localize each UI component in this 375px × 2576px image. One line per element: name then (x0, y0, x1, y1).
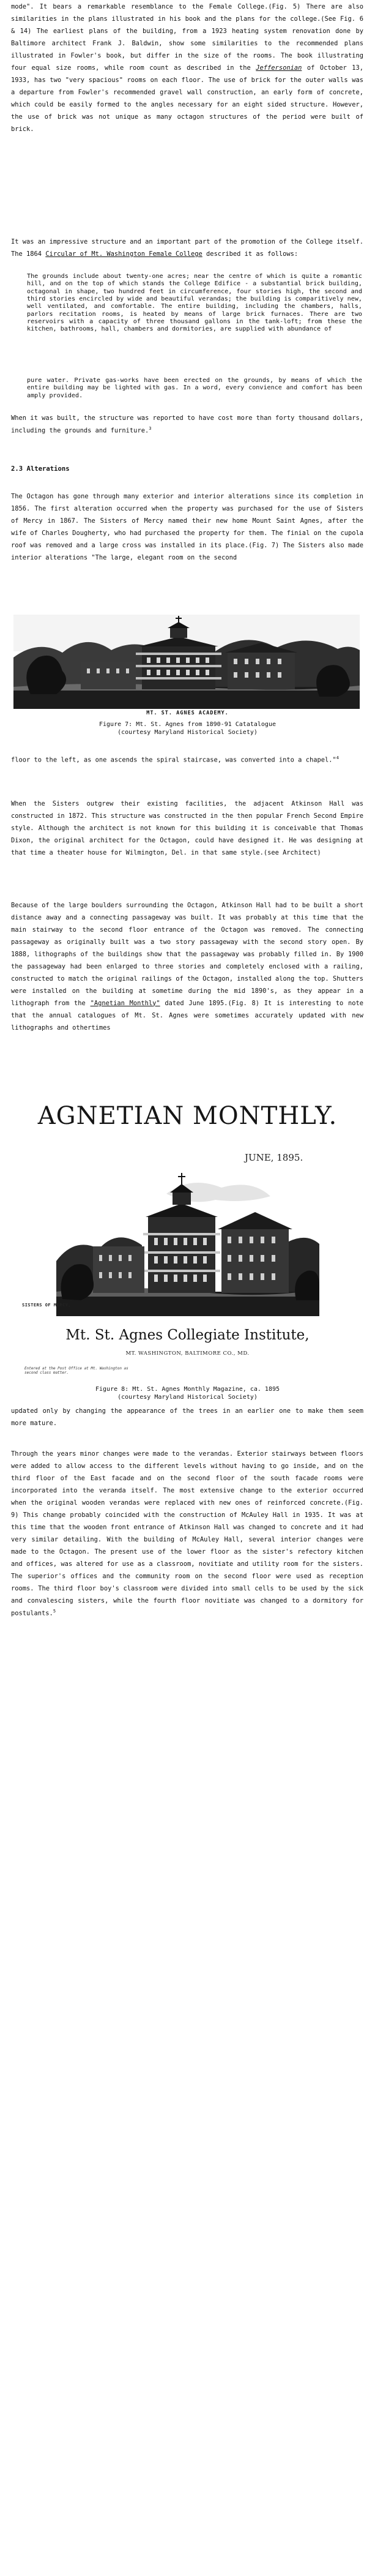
paragraph-chapel (11, 754, 363, 766)
figure-8-caption: Figure 8: Mt. St. Agnes Monthly Magazine, ca. 1895 (95, 1386, 280, 1393)
paragraph-promotion (11, 236, 363, 261)
text-run: mode". It bears a remarkable resemblance to the Female College.(Fig. 5) There are also similarities in the plans illustrated in his book and the plans for the college.(See Fig. 6 & 14) The earliest plans of the building, from a 1923 heating system renovation done by Baltimore architect Frank J. Baldwin, show some similarities to the recommended plans illustrated in Fowler's book, but differ in the size of the rooms. The book illustrating four equal size rooms, while room count as described in the (11, 3, 363, 72)
figure-8 (0, 1093, 375, 1414)
text-run: Because of the large boulders surrounding the Octagon, Atkinson Hall had to be built a short distance away and a connecting passageway was built. It was probably at this time that the main stairway to the second floor entrance of the Octagon was removed. The connecting passageway as originally built was a two story passageway with the second story open. By 1888, lithographs of the buildings show that the passageway was probably filled in. By 1900 the passageway had been enlarged to three stories and completely enclosed with a railing, constructed to match the original railings of the Octagon, installed along the top. Shutters were installed on the building at sometime during the mid 1890's, as they appear in a lithograph from the (11, 902, 363, 1007)
footnote-marker: 4 (336, 755, 339, 760)
source-title-agnetian: "Agnetian Monthly" (90, 999, 160, 1007)
text-run: floor to the left, as one ascends the spiral staircase, was converted into a chapel." (11, 756, 336, 764)
magazine-masthead: AGNETIAN MONTHLY. (37, 1102, 338, 1130)
source-title-jeffersonian: Jeffersonian (256, 64, 302, 72)
figure-7-credit: (courtesy Maryland Historical Society) (117, 729, 258, 736)
section-heading: 2.3 Alterations (11, 465, 70, 473)
block-quote-part-1: The grounds include about twenty-one acres; near the centre of which is quite a romantic hill, and on the top of which stands the College Edifice - a substantial brick building, octagonal in shape, two hundred feet in circumference, four stories high, the second and third stories encircled by wide and beautiful verandas; the building is comparitively new, well ventilated, and comfortable. The entire building, including the chambers, halls, parlors recitation rooms, is heated by means of large brick furnaces. There are two reservoirs with a capacity of three thousand gallons in the tank-loft; from these the kitchen, bathrooms, hall, chambers and dormitories, are supplied with abundance of (27, 273, 362, 333)
paragraph-verandas (11, 1448, 363, 1620)
text-run: dated June 1895.(Fig. 8) It is interesting to note that the annual catalogues of Mt. St. Agnes were sometimes accurately updated with new lithographs and othertimes (11, 999, 364, 1032)
institute-name: Mt. St. Agnes Collegiate Institute, (65, 1327, 310, 1343)
institute-address: MT. WASHINGTON, BALTIMORE CO., MD. (125, 1350, 250, 1357)
text-run: It was an impressive structure and an important part of the promotion of the College itself. The 1864 (11, 238, 363, 258)
paragraph-alterations: The Octagon has gone through many exterior and interior alterations since its completion in 1856. The first alteration occurred when the property was purchased for the use of Sisters of Mercy in 1867. The Sisters of Mercy named their new home Mount Saint Agnes, after the wife of Charles Dougherty, who had purchased the property for them. The finial on the cupola roof was removed and a large cross was installed in its place.(Fig. 7) The Sisters also made interior alterations "The large, elegant room on the second (11, 493, 363, 561)
paragraph-atkinson-hall: When the Sisters outgrew their existing facilities, the adjacent Atkinson Hall was constructed in 1872. This structure was constructed in the then popular French Second Empire style. Although the architect is not known for this building it is conceivable that Thomas Dixon, the original architect for the Octagon, could have designed it. He was designing at that time a theater house for Wilmington, Del. in that same style.(see Architect) (11, 800, 363, 856)
post-office-notice: Entered at the Post Office at Mt. Washington as second class matter. (24, 1366, 128, 1376)
figure-7 (0, 613, 375, 739)
text-run: of October 13, 1933, has two "very spacious" rooms on each floor. The use of brick for the outer walls was a departure from Fowler's recommended gravel wall construction, an early form of concrete, which could be easily formed to the angles necessary for an eight sided structure. However, the use of brick was not unique as many octagon structures of the period were built of brick. (11, 64, 363, 133)
text-run: Through the years minor changes were made to the verandas. Exterior stairways between floors were added to allow access to the different levels without having to go inside, and on the third floor of the East facade and on the second floor of the south facade rooms were incorporated into the veranda itself. The most extensive change to the exterior occurred when the original wooden verandas were replaced with new ones of reinforced concrete.(Fig. 9) This change probably coincided with the construction of McAuley Hall in 1935. It was at this time that the wooden front entrance of Atkinson Hall was changed to concrete and it had very similar detailing. With the building of McAuley Hall, several interior changes were made to the Octagon. The present use of the lower floor as the sister's refectory kitchen and offices, was altered for use as a classroom, novitiate and utility room for the sisters. The superior's offices and the community room on the second floor were used as reception rooms. The third floor boy's classroom were divided into small cells to be used by the sick and convalescing sisters, while the fourth floor novitiate was changed to a dormitory for postulants. (11, 1450, 363, 1617)
institute-engraving (56, 1169, 319, 1316)
text-run: When it was built, the structure was reported to have cost more than forty thousand dollars, including the grounds and furniture. (11, 414, 363, 435)
engraving-left-label: SISTERS OF MERCY, (22, 1303, 72, 1308)
paragraph-octagon-plans (11, 1, 363, 136)
academy-engraving (13, 615, 360, 709)
text-run: described it as follows: (202, 250, 299, 258)
source-title-circular: Circular of Mt. Washington Female College (45, 250, 202, 258)
magazine-date: JUNE, 1895. (245, 1152, 303, 1163)
paragraph-passageway (11, 900, 363, 1035)
footnote-marker: 3 (149, 425, 152, 431)
figure-7-caption: Figure 7: Mt. St. Agnes from 1890-91 Catatalogue (99, 721, 276, 728)
paragraph-cost (11, 413, 363, 437)
block-quote-part-2: pure water. Private gas-works have been erected on the grounds, by means of which the entire building may be lighted with gas. In a word, every convience and comfort has been amply provided. (27, 377, 362, 399)
figure-8-credit: (courtesy Maryland Historical Society) (117, 1394, 258, 1401)
figure-7-engraving-label: MT. ST. AGNES ACADEMY. (146, 710, 229, 716)
paragraph-lithograph-updates: updated only by changing the appearance of the trees in an earlier one to make them seem more mature. (11, 1407, 363, 1427)
footnote-marker: 5 (53, 1608, 56, 1614)
